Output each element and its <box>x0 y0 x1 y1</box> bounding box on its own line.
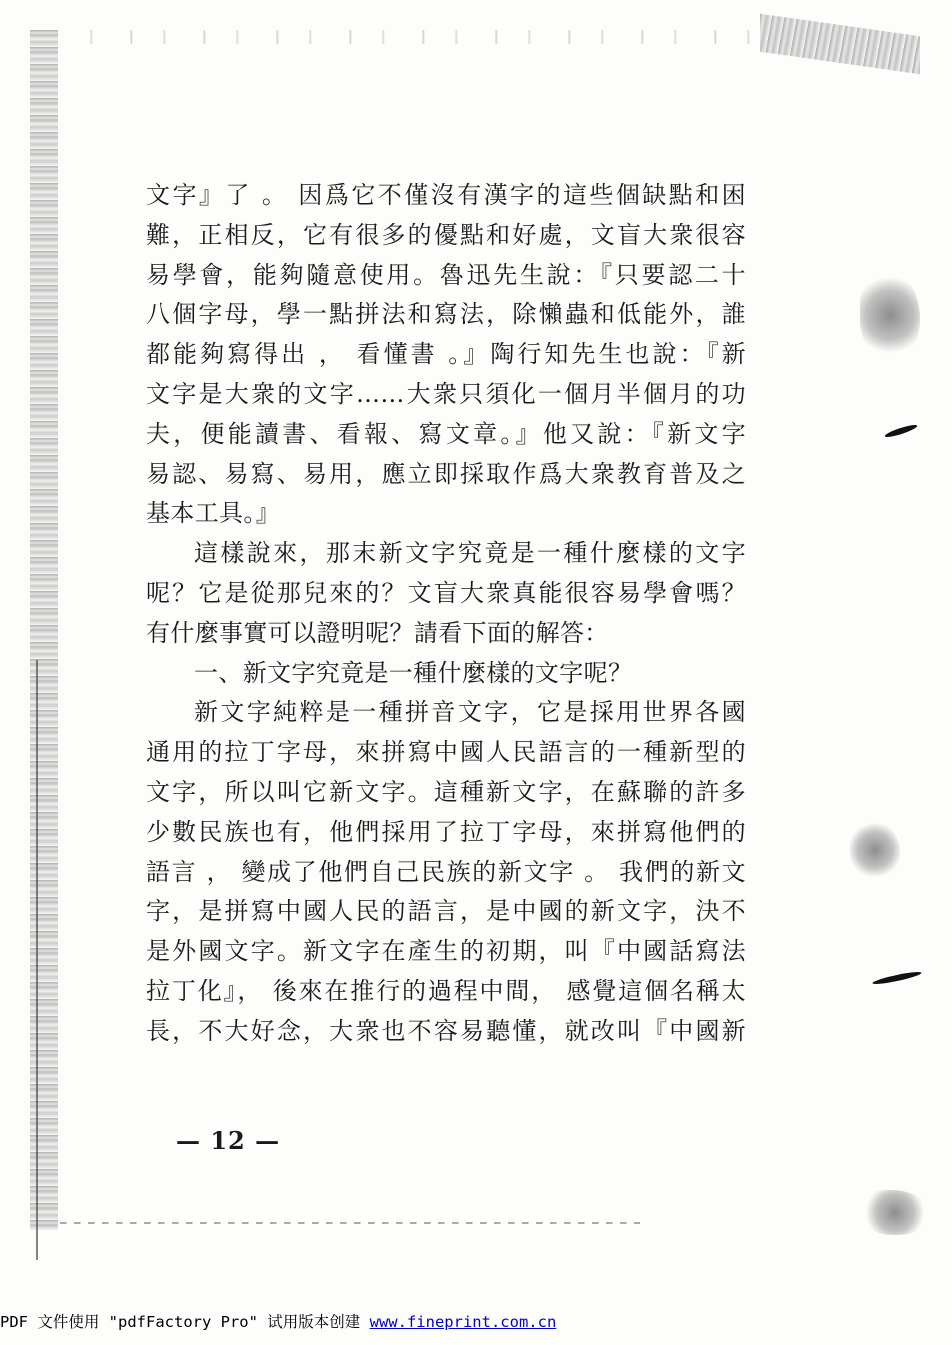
text-line: 八個字母，學一點拼法和寫法，除懶蟲和低能外，誰 <box>146 300 746 329</box>
text-line: 易認、易寫、易用，應立即採取作爲大衆教育普及之 <box>146 459 746 488</box>
text-line: 基本工具。』 <box>146 499 281 528</box>
text-line: 語言 ， 變成了他們自己民族的新文字 。 我們的新文 <box>146 857 746 886</box>
text-line: 拉丁化』， 後來在推行的過程中間， 感覺這個名稱太 <box>146 976 746 1005</box>
scan-ink-mark <box>872 970 922 986</box>
scan-bottom-line <box>60 1222 640 1224</box>
footer-link[interactable]: www.fineprint.com.cn <box>369 1313 557 1331</box>
scan-blot <box>850 820 900 880</box>
section-heading: 一、新文字究竟是一種什麼樣的文字呢？ <box>194 658 633 687</box>
scan-blot <box>860 1190 930 1235</box>
scan-edge-line <box>36 660 38 1260</box>
text-line: 難，正相反，它有很多的優點和好處，文盲大衆很容 <box>146 220 746 249</box>
text-line: 易學會，能夠隨意使用。魯迅先生說：『只要認二十 <box>146 260 746 289</box>
scan-corner-shadow <box>760 14 920 74</box>
text-line: 通用的拉丁字母，來拼寫中國人民語言的一種新型的 <box>146 738 746 767</box>
text-line: 字，是拼寫中國人民的語言，是中國的新文字，決不 <box>146 897 746 926</box>
scan-binding-edge <box>30 30 58 1230</box>
page-number: — 12 — <box>176 1126 281 1155</box>
footer-line <box>0 1310 556 1332</box>
scan-ink-mark <box>884 423 918 439</box>
text-line: 文字是大衆的文字……大衆只須化一個月半個月的功 <box>146 379 746 408</box>
text-line: 新文字純粹是一種拼音文字，它是採用世界各國 <box>194 698 746 727</box>
footer-text: PDF 文件使用 "pdfFactory Pro" 试用版本创建 <box>0 1313 370 1331</box>
text-line: 都能夠寫得出 ， 看懂書 。』陶行知先生也說：『新 <box>146 340 746 369</box>
body-text <box>146 176 746 1052</box>
text-line: 呢？它是從那兒來的？文盲大衆真能很容易學會嗎？ <box>146 578 746 607</box>
text-line: 這樣說來，那末新文字究竟是一種什麼樣的文字 <box>194 539 746 568</box>
text-line: 長，不大好念，大衆也不容易聽懂，就改叫『中國新 <box>146 1016 746 1045</box>
text-line: 文字，所以叫它新文字。這種新文字，在蘇聯的許多 <box>146 777 746 806</box>
text-line: 是外國文字。新文字在產生的初期，叫『中國話寫法 <box>146 937 746 966</box>
pdf-footer <box>0 1306 952 1336</box>
text-line: 少數民族也有，他們採用了拉丁字母，來拼寫他們的 <box>146 817 746 846</box>
scan-blot <box>860 270 920 360</box>
text-line: 夫，便能讀書、看報、寫文章。』他又說：『新文字 <box>146 419 746 448</box>
text-line: 文字』了 。 因爲它不僅沒有漢字的這些個缺點和困 <box>146 181 746 209</box>
scan-top-speckle <box>60 30 760 44</box>
text-line: 有什麼事實可以證明呢？請看下面的解答： <box>146 618 609 647</box>
